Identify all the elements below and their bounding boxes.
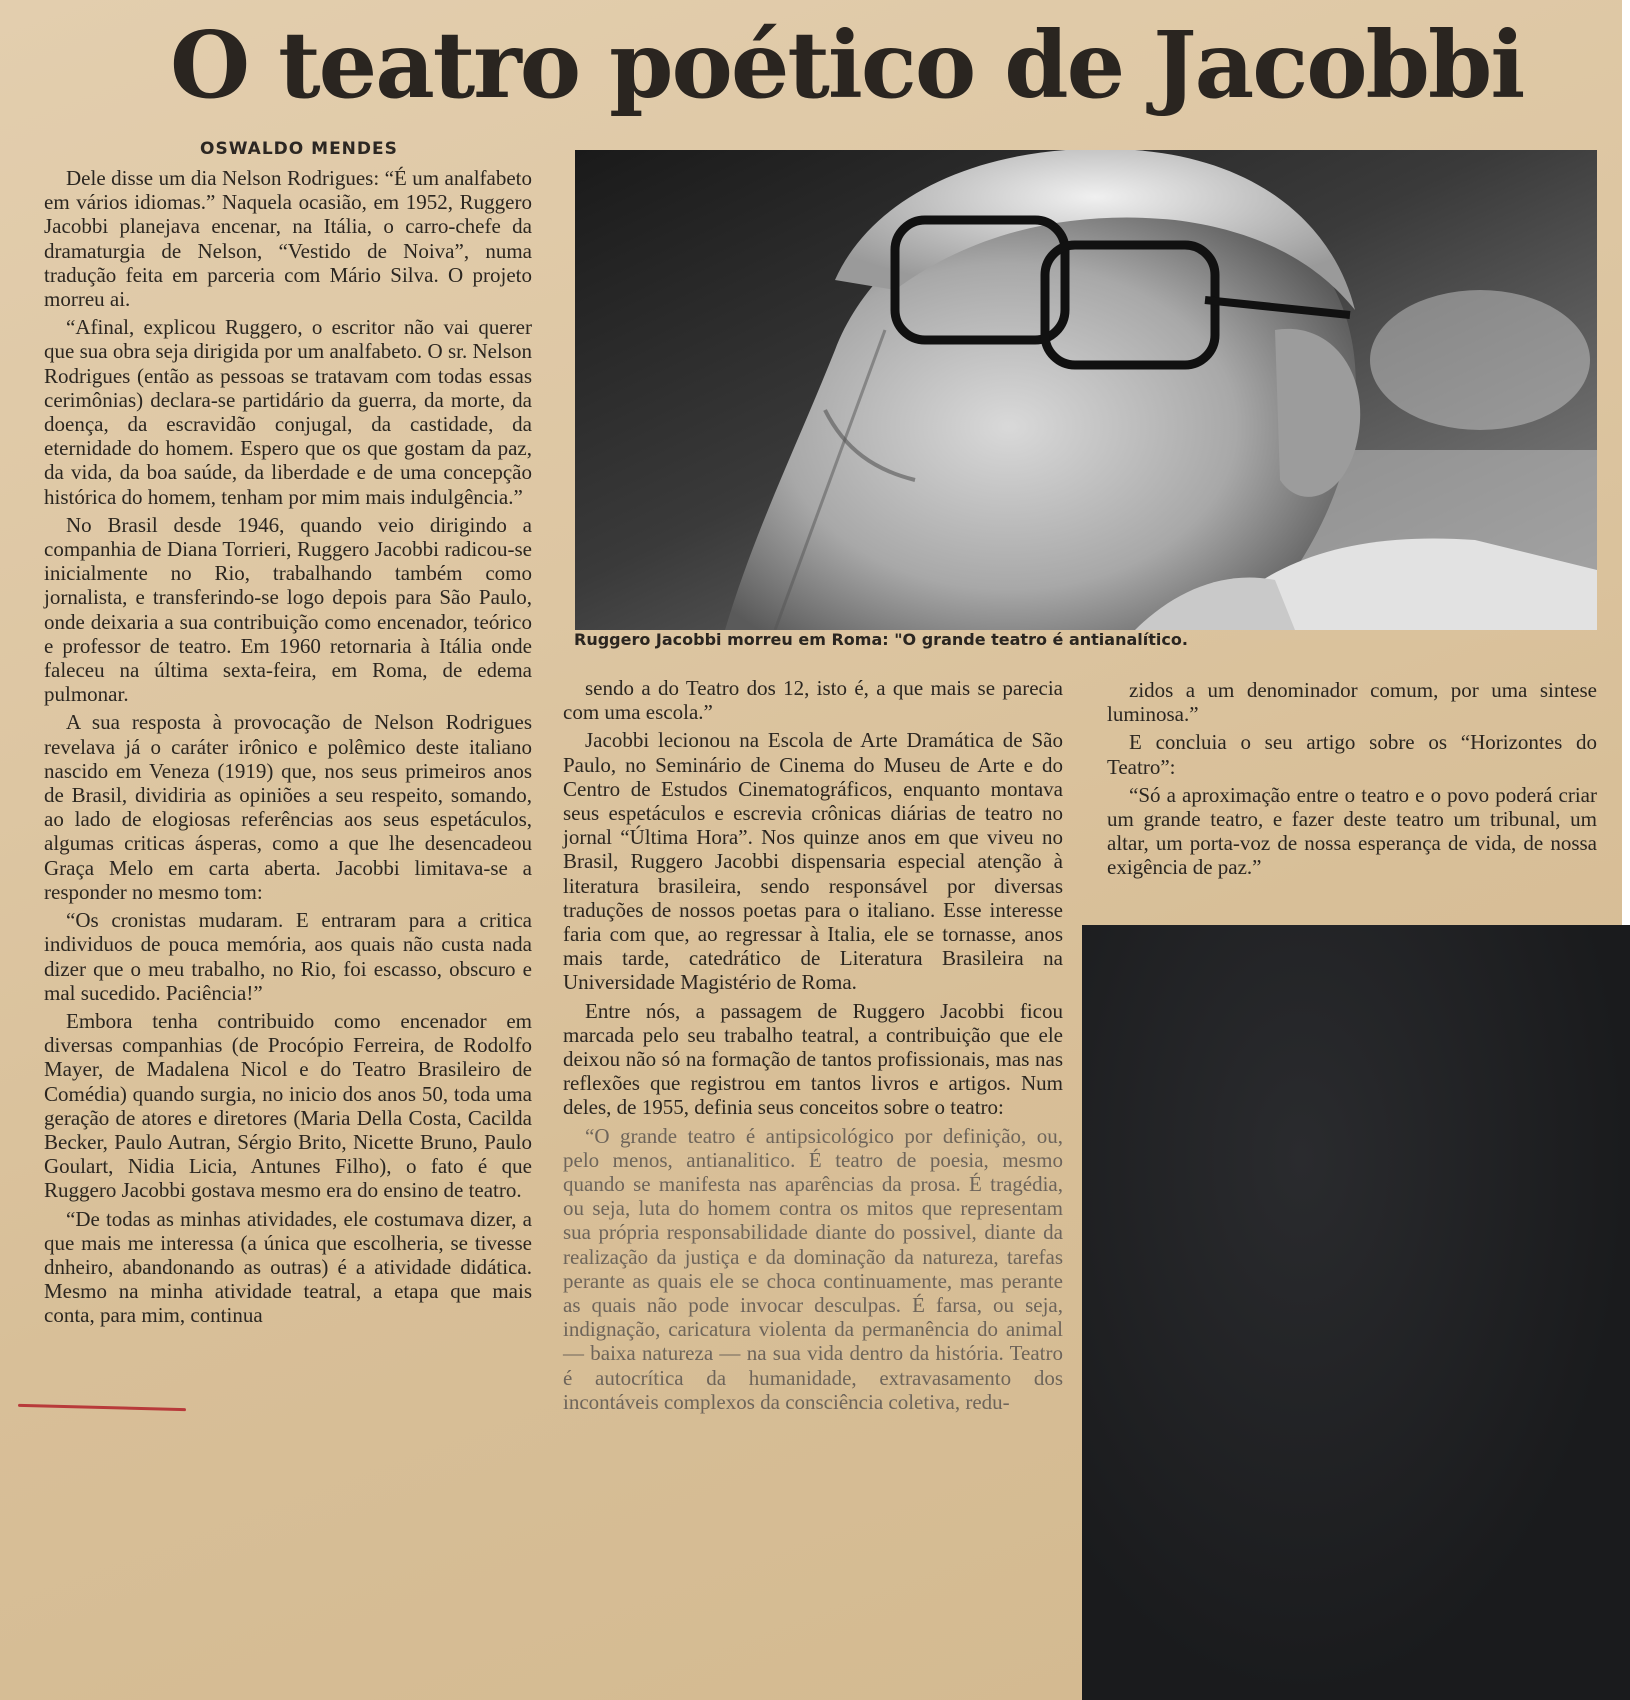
paragraph: sendo a do Teatro dos 12, isto é, a que mais se parecia com uma escola.” xyxy=(563,676,1063,725)
portrait-photo-image xyxy=(575,150,1597,630)
article-column-3 xyxy=(1107,678,1597,884)
paragraph: No Brasil desde 1946, quando veio dirigindo a companhia de Diana Torrieri, Ruggero Jacobbi radicou-se inicialmente no Rio, trabalhando também como jornalista, e transferindo-se logo depois para São Paulo, onde deixaria a sua contribuição como encenador, teórico e professor de teatro. Em 1960 retornaria à Itália onde faleceu na última sexta-feira, em Roma, de edema pulmonar. xyxy=(44,512,532,707)
paragraph: Jacobbi lecionou na Escola de Arte Dramática de São Paulo, no Seminário de Cinema do Museu de Arte e do Centro de Estudos Cinematográficos, enquanto montava seus espetáculos e escrevia crônicas diárias de teatro no jornal “Última Hora”. Nos quinze anos em que viveu no Brasil, Ruggero Jacobbi dispensaria especial atenção à literatura brasileira, sendo responsável por diversas traduções de nossos poetas para o italiano. Esse interesse faria com que, ao regressar à Italia, ele se tornasse, anos mais tarde, catedrático de Literatura Brasileira na Universidade Magistério de Roma. xyxy=(563,728,1063,995)
photo-caption: Ruggero Jacobbi morreu em Roma: "O grande teatro é antianalítico. xyxy=(574,630,1188,649)
paragraph: “Só a aproximação entre o teatro e o povo poderá criar um grande teatro, e fazer deste teatro um tribunal, um altar, um porta-voz de nossa esperança de vida, de nossa exigência de paz.” xyxy=(1107,782,1597,880)
portrait-photo xyxy=(575,150,1597,630)
headline: O teatro poético de Jacobbi xyxy=(170,11,1524,119)
paragraph: zidos a um denominador comum, por uma sintese luminosa.” xyxy=(1107,678,1597,727)
article-column-2 xyxy=(563,676,1063,1418)
paragraph: “De todas as minhas atividades, ele costumava dizer, a que mais me interessa (a única que escolheria, se tivesse dnheiro, abandonando as outras) é a atividade didática. Mesmo na minha atividade teatral, a etapa que mais conta, para mim, continua xyxy=(44,1206,532,1328)
paragraph: “Afinal, explicou Ruggero, o escritor não vai querer que sua obra seja dirigida por um analfabeto. O sr. Nelson Rodrigues (então as pessoas se tratavam com todas essas cerimônias) declara-se partidário da guerra, da morte, da doença, da escravidão conjugal, da castidade, da eternidade do homem. Espero que os que gostam da paz, da vida, da boa saúde, da liberdade e de uma concepção histórica do homem, tenham por mim mais indulgência.” xyxy=(44,315,532,509)
paragraph: Entre nós, a passagem de Ruggero Jacobbi ficou marcada pelo seu trabalho teatral, a contribuição que ele deixou não só na formação de tantos profissionais, mas nas reflexões que registrou em tantos livros e artigos. Num deles, de 1955, definia seus conceitos sobre o teatro: xyxy=(563,998,1063,1120)
paragraph: A sua resposta à provocação de Nelson Rodrigues revelava já o caráter irônico e polêmico deste italiano nascido em Veneza (1919) que, nos seus primeiros anos de Brasil, dividiria as opiniões a seu respeito, somando, ao lado de elogiosas referências aos seus espetáculos, algumas criticas ásperas, como a que lhe desencadeou Graça Melo em carta aberta. Jacobbi limitava-se a responder no mesmo tom: xyxy=(44,710,532,904)
byline: OSWALDO MENDES xyxy=(200,139,398,159)
paragraph: “Os cronistas mudaram. E entraram para a critica individuos de pouca memória, aos quais não custa nada dizer que o meu trabalho, no Rio, foi escasso, obscuro e mal sucedido. Paciência!” xyxy=(44,908,532,1005)
paragraph: Embora tenha contribuido como encenador em diversas companhias (de Procópio Ferreira, de Rodolfo Mayer, de Madalena Nicol e do Teatro Brasileiro de Comédia) quando surgia, no inicio dos anos 50, toda uma geração de atores e diretores (Maria Della Costa, Cacilda Becker, Paulo Autran, Sérgio Brito, Nicette Bruno, Paulo Goulart, Nidia Licia, Antunes Filho), o fato é que Ruggero Jacobbi gostava mesmo era do ensino de teatro. xyxy=(44,1008,532,1203)
article-column-1 xyxy=(44,166,532,1332)
dark-background-area xyxy=(1082,925,1630,1700)
paragraph: E concluia o seu artigo sobre os “Horizontes do Teatro”: xyxy=(1107,730,1597,779)
paragraph: Dele disse um dia Nelson Rodrigues: “É um analfabeto em vários idiomas.” Naquela ocasião, em 1952, Ruggero Jacobbi planejava encenar, na Itália, o carro-chefe da dramaturgia de Nelson, “Vestido de Noiva”, numa tradução feita em parceria com Mário Silva. O projeto morreu ai. xyxy=(44,166,532,312)
paragraph: “O grande teatro é antipsicológico por definição, ou, pelo menos, antianalitico. É teatro de poesia, mesmo quando se manifesta nas aparências da prosa. É tragédia, ou seja, luta do homem contra os mitos que representam sua própria responsabilidade diante do possivel, diante da realização da justiça e da dominação da natureza, tarefas perante as quais ele se choca continuamente, mas perante as quais não pode invocar desculpas. É farsa, ou seja, indignação, caricatura violenta da permanência do animal — baixa natureza — na sua vida dentro da história. Teatro é autocrítica da humanidade, extravasamento dos incontáveis complexos da consciência coletiva, redu- xyxy=(563,1123,1063,1414)
